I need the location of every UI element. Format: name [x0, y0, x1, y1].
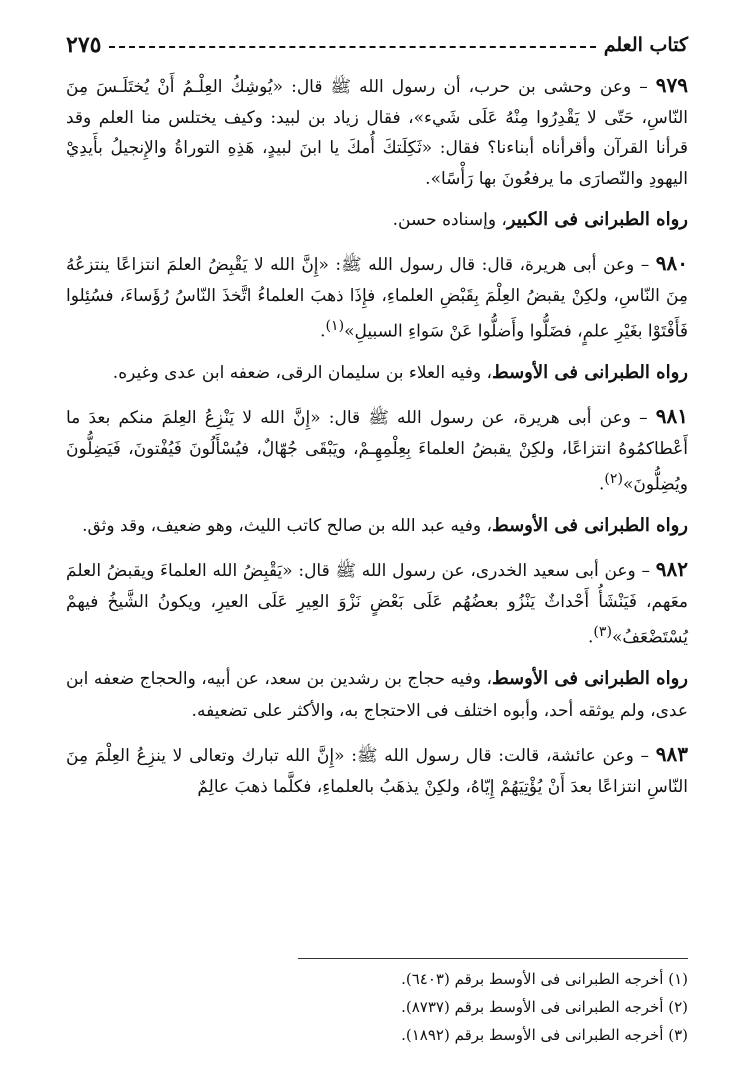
hadith-text: – وعن أبى هريرة، عن رسول الله ﷺ قال: «إِنَّ الله لا يَنْزِعُ العِلمَ منكم بعدَ ما أَعْطاكمُوهُ انتزاعًا، ولكِنْ يقبضُ العلماءَ بِعِلْمِهِـمْ، ويَبْقَى جُهّالٌ، فيُسْأَلُونَ فَيُفْتونَ، فَيَضِلُّونَ ويُضِلُّونَ»: [66, 408, 688, 495]
hadith-text: – وعن أبى سعيد الخدرى، عن رسول الله ﷺ قال: «يَقْبِضُ الله العلماءَ ويقبضُ العلمَ معَهم، فَيَنْشَأُ أَحْداثٌ يَنْزُو بعضُهُم عَلَى بَعْضٍ نَزْوَ العِيرِ عَلَى العيرِ، ويكونُ الشَّيخُ فيهمْ يُسْتَضْعَفُ»: [66, 561, 688, 648]
hadith-tail: .: [320, 321, 326, 342]
source-title: رواه الطبرانى فى الأوسط: [492, 515, 688, 537]
page-number: ٢٧٥: [66, 32, 102, 58]
source-title: رواه الطبرانى فى الأوسط: [492, 362, 688, 384]
hadith-983: [66, 739, 688, 802]
footnote-1: (١) أخرجه الطبرانى فى الأوسط برقم (٦٤٠٣).: [401, 970, 688, 988]
hadith-number: ٩٨٢: [655, 557, 688, 582]
hadith-number: ٩٧٩: [655, 73, 688, 97]
hadith-source: [66, 663, 688, 727]
hadith-979: [66, 70, 688, 194]
footnote-2: (٢) أخرجه الطبرانى فى الأوسط برقم (٨٧٣٧).: [401, 998, 688, 1016]
footnotes: [298, 958, 688, 1049]
hadith-tail: .: [598, 474, 605, 495]
main-text: [66, 70, 688, 802]
hadith-980: [66, 248, 688, 347]
source-title: رواه الطبرانى فى الكبير: [506, 209, 688, 230]
hadith-text: – وعن أبى هريرة، قال: قال رسول الله ﷺ: «إِنَّ الله لا يَقْبِضُ العلمَ انتزاعًا ينتزعُهُ مِنَ النّاسِ، ولكِنْ يقبضُ العِلْمَ بِقَبْضِ العلماءِ، فإِذَا ذهبَ العلماءُ اتَّخذَ النّاسُ رُؤَساءَ، فسُئِلوا فَأَفْتَوْا بغَيْرِ علمٍ، فضَلُّوا وأَضلُّوا عَنْ سَواءِ السبيلِ»: [66, 255, 688, 342]
header-divider: [109, 46, 595, 48]
source-title: رواه الطبرانى فى الأوسط: [491, 668, 688, 690]
hadith-text: – وعن وحشى بن حرب، أن رسول الله ﷺ قال: «يُوشِكُ العِلْـمُ أَنْ يُختَلَـسَ مِنَ النّاسِ، حَتّى لا يَقْدِرُوا مِنْهُ عَلَى شَيء»، فقال زياد بن لبيد: وكيف يختلس منا العلم وقد قرأنا القرآن وأقرأناه أبناءنا؟ فقال: «ثَكِلَتكَ أُمكَ يا ابنَ لبيدٍ، هَذِهِ التوراةُ والإِنجيلُ بأَيدِيْ اليهودِ والنّصارَى ما يرفعُونَ بها رَأْسًا».: [66, 77, 688, 189]
hadith-source: [66, 204, 688, 236]
hadith-source: [66, 510, 688, 542]
hadith-source: [66, 357, 688, 389]
footnote-ref: (٣): [593, 624, 613, 641]
chapter-title: كتاب العلم: [603, 34, 688, 56]
hadith-number: ٩٨٠: [655, 251, 688, 275]
source-note: ، وفيه حجاج بن رشدين بن سعد، عن أبيه، والحجاج ضعفه ابن عدى، ولم يوثقه أحد، وأبوه اختلف فى الاحتجاج به، والأكثر على تضعيفه.: [66, 669, 688, 722]
hadith-981: [66, 401, 688, 500]
footnote-ref: (٢): [604, 471, 624, 488]
hadith-number: ٩٨٣: [655, 742, 688, 767]
hadith-982: [66, 554, 688, 653]
source-note: ، وفيه عبد الله بن صالح كاتب الليث، وهو ضعيف، وقد وثق.: [82, 516, 493, 537]
source-note: ، وفيه العلاء بن سليمان الرقى، ضعفه ابن عدى وغيره.: [112, 363, 493, 384]
source-note: ، وإسناده حسن.: [392, 210, 507, 230]
running-header: [66, 30, 688, 60]
footnote-ref: (١): [325, 318, 345, 334]
footnote-3: (٣) أخرجه الطبرانى فى الأوسط برقم (١٨٩٢).: [401, 1026, 688, 1044]
hadith-number: ٩٨١: [655, 404, 688, 429]
hadith-tail: .: [587, 627, 594, 648]
hadith-text: – وعن عائشة، قالت: قال رسول الله ﷺ: «إِنَّ الله تبارك وتعالى لا ينزِعُ العِلْمَ مِنَ النّاسِ انتزاعًا بعدَ أَنْ يُؤْتِيَهُمْ إِيّاهُ، ولكِنْ يذهَبُ بالعلماءِ، فكلَّما ذهبَ عالِمٌ: [66, 746, 688, 797]
